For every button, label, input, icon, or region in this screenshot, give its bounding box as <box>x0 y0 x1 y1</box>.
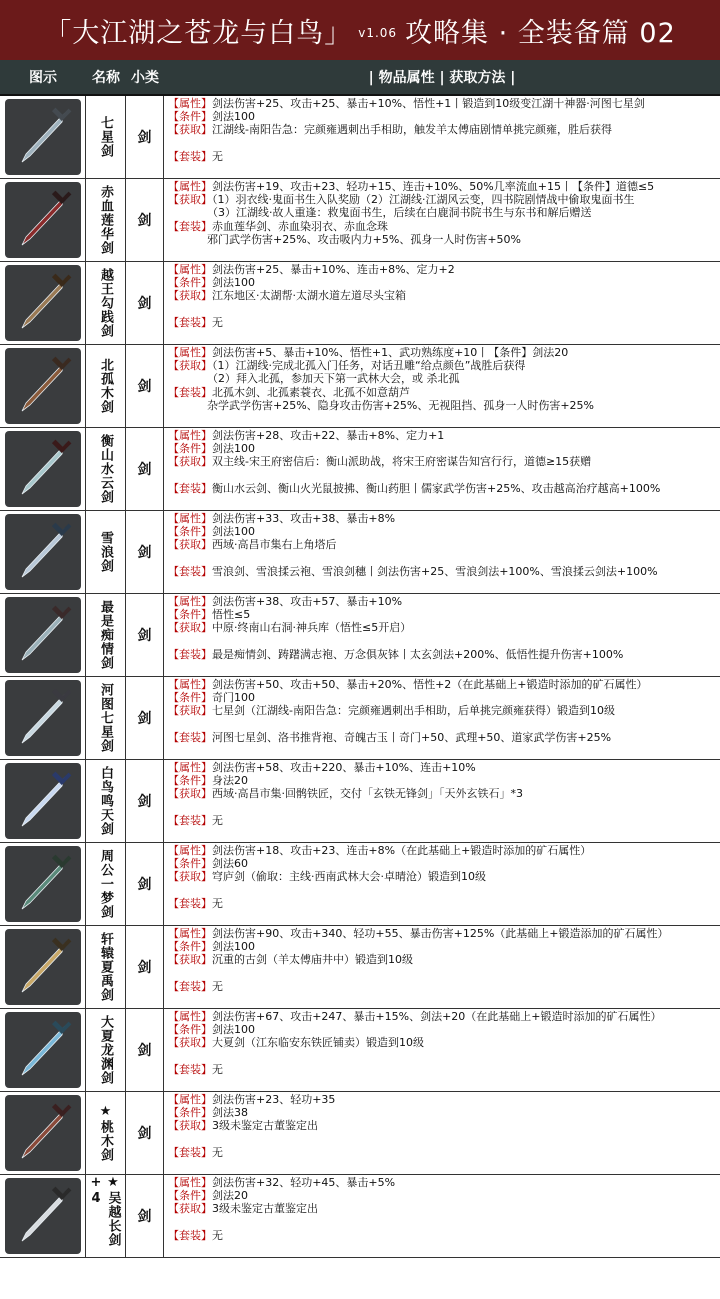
item-image-cell <box>0 262 86 344</box>
attribute-tag: 【属性】 <box>168 595 212 608</box>
attribute-text: 剑法伤害+19、攻击+23、轻功+15、连击+10%、50%几率流血+15丨【条件】道德≤5 <box>212 180 655 193</box>
attribute-tag: 【套装】 <box>168 647 212 661</box>
attribute-tag: 【条件】 <box>168 940 212 954</box>
attribute-line <box>168 1146 716 1159</box>
table-row <box>0 262 720 345</box>
attribute-tag: 【获取】 <box>168 289 212 303</box>
attribute-line <box>168 429 716 442</box>
item-image-cell <box>0 511 86 593</box>
attribute-tag: 【条件】 <box>168 1023 212 1037</box>
attribute-tag: 【获取】 <box>168 704 212 718</box>
attribute-line <box>168 1093 716 1106</box>
attribute-line <box>168 110 716 123</box>
item-type: 剑 <box>126 511 164 593</box>
attribute-tag: 【获取】 <box>168 455 212 469</box>
attribute-tag: 【获取】 <box>168 359 212 373</box>
attribute-line <box>168 897 716 910</box>
attribute-tag: 【获取】 <box>168 123 212 137</box>
attribute-tag: 【条件】 <box>168 276 212 290</box>
attribute-text: 剑法伤害+50、攻击+50、暴击+20%、悟性+2（在此基础上+锻造时添加的矿石属性） <box>212 678 648 691</box>
item-type: 剑 <box>126 428 164 510</box>
attribute-text: 剑法伤害+58、攻击+220、暴击+10%、连击+10% <box>212 761 476 774</box>
attribute-text: 剑法伤害+25、攻击+25、暴击+10%、悟性+1丨锻造到10级变江湖十神器·河图七星剑 <box>212 97 645 110</box>
item-type: 剑 <box>126 926 164 1008</box>
item-name: 七星剑 <box>86 96 126 178</box>
attribute-tag: 【条件】 <box>168 525 212 539</box>
attribute-text: 雪浪剑、雪浪揉云袍、雪浪剑穗丨剑法伤害+25、雪浪剑法+100%、雪浪揉云剑法+100% <box>212 564 658 578</box>
item-attributes <box>164 428 720 510</box>
attribute-line <box>168 180 716 193</box>
attribute-tag: 【套装】 <box>168 1145 212 1159</box>
attribute-line <box>168 1176 716 1189</box>
item-name: 赤血莲华剑 <box>86 179 126 261</box>
item-image-cell <box>0 179 86 261</box>
attribute-text: 无 <box>212 979 223 993</box>
table-row <box>0 926 720 1009</box>
attribute-tag: 【属性】 <box>168 678 212 691</box>
item-type: 剑 <box>126 1175 164 1257</box>
attribute-tag: 【获取】 <box>168 953 212 967</box>
item-name: 最是痴情剑 <box>86 594 126 676</box>
blank-line <box>168 718 716 731</box>
attribute-tag: 【属性】 <box>168 1093 212 1106</box>
table-row <box>0 760 720 843</box>
attribute-text: 剑法伤害+25、暴击+10%、连击+8%、定力+2 <box>212 263 455 276</box>
attribute-text: 最是痴情剑、踌躇满志袍、万念俱灰钵丨太玄剑法+200%、低悟性提升伤害+100% <box>212 647 624 661</box>
item-image-cell <box>0 96 86 178</box>
item-type: 剑 <box>126 594 164 676</box>
item-name: ★桃木剑 <box>86 1092 126 1174</box>
item-attributes <box>164 262 720 344</box>
blank-line <box>168 1133 716 1146</box>
attribute-line <box>168 565 716 578</box>
attribute-text: 沉重的古剑（羊太傅庙井中）锻造到10级 <box>212 953 413 967</box>
attribute-line <box>168 787 716 800</box>
attribute-text: 剑法60 <box>212 857 248 871</box>
attribute-tag: 【获取】 <box>168 621 212 635</box>
attribute-line <box>168 731 716 744</box>
item-attributes <box>164 345 720 427</box>
attribute-text: 江湖线-南阳告急：完颜雍遇刺出手相助，触发羊太傅庙剧情单挑完颜雍，胜后获得 <box>212 123 612 137</box>
item-image-cell <box>0 843 86 925</box>
sword-icon <box>5 265 81 341</box>
attribute-line <box>168 595 716 608</box>
attribute-line <box>168 857 716 870</box>
attribute-text: 3级未鉴定古董鉴定出 <box>212 1119 318 1133</box>
item-attributes <box>164 594 720 676</box>
attribute-tag: 【套装】 <box>168 564 212 578</box>
item-image-cell <box>0 926 86 1008</box>
item-name: 大夏龙渊剑 <box>86 1009 126 1091</box>
item-image-cell <box>0 345 86 427</box>
attribute-text: 江东地区·太湖帮·太湖水道左道尽头宝箱 <box>212 289 406 303</box>
attribute-text: 双主线-宋王府密信后：衡山派助战，将宋王府密谋告知宫行行，道德≥15获赠 <box>212 455 592 469</box>
attribute-text: 无 <box>212 1228 223 1242</box>
attribute-text: 大夏剑（江东临安东铁匠铺卖）锻造到10级 <box>212 1036 424 1050</box>
attribute-line <box>168 512 716 525</box>
attribute-line <box>168 1063 716 1076</box>
item-image-cell <box>0 1175 86 1257</box>
attribute-tag: 【属性】 <box>168 429 212 442</box>
table-row <box>0 1092 720 1175</box>
attribute-tag: 【套装】 <box>168 149 212 163</box>
attribute-text: 剑法伤害+38、攻击+57、暴击+10% <box>212 595 403 608</box>
attribute-tag: 【获取】 <box>168 870 212 884</box>
attribute-tag: 【条件】 <box>168 691 212 705</box>
item-image-cell <box>0 677 86 759</box>
attribute-line <box>168 1010 716 1023</box>
attribute-tag: 【属性】 <box>168 263 212 276</box>
attribute-tag: 【条件】 <box>168 608 212 622</box>
item-attributes <box>164 179 720 261</box>
table-row <box>0 345 720 428</box>
attribute-line <box>168 870 716 883</box>
attribute-line <box>168 289 716 302</box>
attribute-text: 无 <box>212 1062 223 1076</box>
attribute-text: 剑法100 <box>212 276 255 290</box>
item-type: 剑 <box>126 179 164 261</box>
version-label: v1.06 <box>358 26 398 40</box>
blank-line <box>168 1216 716 1229</box>
item-name: ★吴越长剑+4 <box>86 1175 126 1257</box>
attribute-tag: 【获取】 <box>168 1202 212 1216</box>
item-name: 衡山水云剑 <box>86 428 126 510</box>
attribute-tag: 【获取】 <box>168 787 212 801</box>
attribute-line <box>168 621 716 634</box>
table-row <box>0 96 720 179</box>
attribute-line <box>168 691 716 704</box>
item-type: 剑 <box>126 262 164 344</box>
table-row <box>0 428 720 511</box>
attribute-line <box>168 980 716 993</box>
attribute-text: 无 <box>212 1145 223 1159</box>
attribute-line <box>168 1106 716 1119</box>
attribute-text: 剑法伤害+32、轻功+45、暴击+5% <box>212 1176 396 1189</box>
attribute-line <box>168 206 716 219</box>
item-type: 剑 <box>126 760 164 842</box>
attribute-line <box>168 123 716 136</box>
attribute-line <box>168 233 716 246</box>
attribute-text: 奇门100 <box>212 691 255 705</box>
attribute-tag: 【属性】 <box>168 346 212 359</box>
attribute-line <box>168 346 716 359</box>
header-attributes: | 物品属性 | 获取方法 | <box>368 70 516 86</box>
sword-icon <box>5 597 81 673</box>
table-row <box>0 1009 720 1092</box>
blank-line <box>168 552 716 565</box>
attribute-line <box>168 953 716 966</box>
attribute-tag: 【套装】 <box>168 385 212 399</box>
attribute-tag: 【条件】 <box>168 774 212 788</box>
attribute-line <box>168 220 716 233</box>
attribute-tag: 【属性】 <box>168 761 212 774</box>
table-row <box>0 594 720 677</box>
attribute-line <box>168 1229 716 1242</box>
sword-icon <box>5 763 81 839</box>
attribute-line <box>168 399 716 412</box>
attribute-line <box>168 678 716 691</box>
attribute-text: 剑法伤害+28、攻击+22、暴击+8%、定力+1 <box>212 429 445 442</box>
attribute-tag: 【条件】 <box>168 1106 212 1120</box>
attribute-text: 悟性≤5 <box>212 608 251 622</box>
attribute-text: 剑法38 <box>212 1106 248 1120</box>
blank-line <box>168 967 716 980</box>
attribute-line <box>168 316 716 329</box>
item-type: 剑 <box>126 677 164 759</box>
item-image-cell <box>0 1009 86 1091</box>
attribute-tag: 【套装】 <box>168 730 212 744</box>
sword-icon <box>5 846 81 922</box>
attribute-tag: 【属性】 <box>168 97 212 110</box>
sword-icon <box>5 680 81 756</box>
attribute-line <box>168 150 716 163</box>
item-name: 雪浪剑 <box>86 511 126 593</box>
item-name: 轩辕夏禹剑 <box>86 926 126 1008</box>
sword-icon <box>5 1012 81 1088</box>
item-attributes <box>164 1175 720 1257</box>
header-image: 图示 <box>29 70 57 86</box>
table-row <box>0 1175 720 1258</box>
item-name: 周公一梦剑 <box>86 843 126 925</box>
attribute-text: （2）拜入北孤，参加天下第一武林大会，或 杀北孤 <box>207 372 460 386</box>
attribute-text: 剑法伤害+67、攻击+247、暴击+15%、剑法+20（在此基础上+锻造时添加的矿石属性） <box>212 1010 662 1023</box>
item-attributes <box>164 96 720 178</box>
attribute-text: （3）江湖线·故人重逢：救鬼面书生，后续在白鹿洞书院书生与东书和解后赠送 <box>207 206 592 220</box>
item-type: 剑 <box>126 843 164 925</box>
attribute-tag: 【属性】 <box>168 927 212 940</box>
attribute-text: 剑法100 <box>212 110 255 124</box>
sword-icon <box>5 348 81 424</box>
sword-icon <box>5 1095 81 1171</box>
attribute-tag: 【套装】 <box>168 315 212 329</box>
item-attributes <box>164 1092 720 1174</box>
attribute-line <box>168 774 716 787</box>
attribute-text: 无 <box>212 813 223 827</box>
attribute-tag: 【套装】 <box>168 481 212 495</box>
item-name: 北孤木剑 <box>86 345 126 427</box>
attribute-text: 剑法100 <box>212 1023 255 1037</box>
attribute-line <box>168 538 716 551</box>
header-type: 小类 <box>131 70 159 86</box>
item-name: 河图七星剑 <box>86 677 126 759</box>
attribute-line <box>168 1202 716 1215</box>
attribute-line <box>168 927 716 940</box>
attribute-line <box>168 482 716 495</box>
attribute-line <box>168 276 716 289</box>
attribute-line <box>168 372 716 385</box>
attribute-text: 七星剑（江湖线-南阳告急：完颜雍遇刺出手相助，后单挑完颜雍获得）锻造到10级 <box>212 704 615 718</box>
attribute-line <box>168 1119 716 1132</box>
attribute-tag: 【套装】 <box>168 896 212 910</box>
attribute-text: 剑法100 <box>212 525 255 539</box>
attribute-line <box>168 193 716 206</box>
attribute-line <box>168 648 716 661</box>
attribute-line <box>168 97 716 110</box>
attribute-text: 穹庐剑（偷取：主线·西南武林大会·卓晴沧）锻造到10级 <box>212 870 486 884</box>
attribute-text: 无 <box>212 315 223 329</box>
attribute-text: 邪门武学伤害+25%、攻击吸内力+5%、孤身一人时伤害+50% <box>207 232 521 246</box>
attribute-line <box>168 814 716 827</box>
attribute-text: 无 <box>212 149 223 163</box>
item-attributes <box>164 843 720 925</box>
item-attributes <box>164 760 720 842</box>
attribute-tag: 【条件】 <box>168 110 212 124</box>
attribute-text: 河图七星剑、洛书推背袍、奇魄古玉丨奇门+50、武理+50、道家武学伤害+25% <box>212 730 612 744</box>
attribute-text: （1）江湖线·完成北孤入门任务，对话丑雕“给点颜色”战胜后获得 <box>212 359 526 373</box>
attribute-line <box>168 940 716 953</box>
attribute-line <box>168 1023 716 1036</box>
table-row <box>0 511 720 594</box>
attribute-line <box>168 359 716 372</box>
attribute-text: 剑法伤害+33、攻击+38、暴击+8% <box>212 512 396 525</box>
equipment-table <box>0 96 720 1258</box>
attribute-text: 杂学武学伤害+25%、隐身攻击伤害+25%、无视阻挡、孤身一人时伤害+25% <box>207 398 594 412</box>
attribute-tag: 【获取】 <box>168 1036 212 1050</box>
attribute-line <box>168 761 716 774</box>
item-name: 越王勾践剑 <box>86 262 126 344</box>
attribute-tag: 【条件】 <box>168 442 212 456</box>
attribute-tag: 【条件】 <box>168 1189 212 1203</box>
blank-line <box>168 635 716 648</box>
item-attributes <box>164 511 720 593</box>
table-row <box>0 677 720 760</box>
sword-icon <box>5 929 81 1005</box>
item-image-cell <box>0 1092 86 1174</box>
attribute-tag: 【套装】 <box>168 219 212 233</box>
attribute-line <box>168 1189 716 1202</box>
attribute-text: 衡山水云剑、衡山火光鼠披拂、衡山药胆丨儒家武学伤害+25%、攻击越高治疗越高+100% <box>212 481 661 495</box>
item-image-cell <box>0 594 86 676</box>
sword-icon <box>5 182 81 258</box>
item-attributes <box>164 677 720 759</box>
attribute-line <box>168 1036 716 1049</box>
attribute-text: 身法20 <box>212 774 248 788</box>
attribute-tag: 【获取】 <box>168 1119 212 1133</box>
item-type: 剑 <box>126 1092 164 1174</box>
item-type: 剑 <box>126 345 164 427</box>
attribute-text: 中原·终南山右洞·神兵库（悟性≤5开启） <box>212 621 412 635</box>
attribute-tag: 【条件】 <box>168 857 212 871</box>
attribute-tag: 【获取】 <box>168 538 212 552</box>
blank-line <box>168 137 716 150</box>
attribute-text: 剑法100 <box>212 442 255 456</box>
attribute-line <box>168 525 716 538</box>
attribute-text: 剑法伤害+23、轻功+35 <box>212 1093 336 1106</box>
sword-icon <box>5 1178 81 1254</box>
attribute-line <box>168 608 716 621</box>
blank-line <box>168 884 716 897</box>
table-row <box>0 843 720 926</box>
table-header <box>0 60 720 96</box>
header-name: 名称 <box>92 70 120 86</box>
attribute-tag: 【属性】 <box>168 844 212 857</box>
item-image-cell <box>0 760 86 842</box>
title-banner <box>0 0 720 60</box>
blank-line <box>168 1050 716 1063</box>
attribute-text: 剑法伤害+18、攻击+23、连击+8%（在此基础上+锻造时添加的矿石属性） <box>212 844 592 857</box>
attribute-text: 赤血莲华剑、赤血染羽衣、赤血念珠 <box>212 219 388 233</box>
item-name: 白鸟鸣天剑 <box>86 760 126 842</box>
attribute-line <box>168 386 716 399</box>
title-right: 攻略集 · 全装备篇 02 <box>405 17 676 49</box>
attribute-tag: 【套装】 <box>168 979 212 993</box>
attribute-text: 剑法伤害+90、攻击+340、轻功+55、暴击伤害+125%（此基础上+锻造添加的矿石属性） <box>212 927 669 940</box>
blank-line <box>168 303 716 316</box>
attribute-text: 剑法20 <box>212 1189 248 1203</box>
attribute-line <box>168 442 716 455</box>
item-attributes <box>164 926 720 1008</box>
item-attributes <box>164 1009 720 1091</box>
sword-icon <box>5 99 81 175</box>
blank-line <box>168 469 716 482</box>
attribute-text: 北孤木剑、北孤素蓑衣、北孤不如意葫芦 <box>212 385 410 399</box>
attribute-tag: 【属性】 <box>168 512 212 525</box>
attribute-line <box>168 704 716 717</box>
attribute-tag: 【套装】 <box>168 1062 212 1076</box>
attribute-text: 无 <box>212 896 223 910</box>
attribute-tag: 【套装】 <box>168 813 212 827</box>
item-type: 剑 <box>126 96 164 178</box>
attribute-tag: 【属性】 <box>168 1176 212 1189</box>
attribute-line <box>168 844 716 857</box>
attribute-tag: 【获取】 <box>168 193 212 207</box>
attribute-tag: 【属性】 <box>168 1010 212 1023</box>
table-row <box>0 179 720 262</box>
attribute-text: 西域·高昌市集·回鹘铁匠，交付「玄铁无锋剑」「天外玄铁石」*3 <box>212 787 523 801</box>
attribute-text: 西域·高昌市集右上角塔后 <box>212 538 337 552</box>
sword-icon <box>5 431 81 507</box>
attribute-line <box>168 455 716 468</box>
item-type: 剑 <box>126 1009 164 1091</box>
blank-line <box>168 801 716 814</box>
attribute-line <box>168 263 716 276</box>
attribute-text: 3级未鉴定古董鉴定出 <box>212 1202 318 1216</box>
attribute-text: 剑法伤害+5、暴击+10%、悟性+1、武功熟练度+10丨【条件】剑法20 <box>212 346 569 359</box>
attribute-text: 剑法100 <box>212 940 255 954</box>
item-image-cell <box>0 428 86 510</box>
title-left: 「大江湖之苍龙与白鸟」 <box>44 17 353 49</box>
attribute-text: （1）羽衣线·鬼面书生入队奖励（2）江湖线·江湖风云变，四书院剧情战中偷取鬼面书生 <box>212 193 635 207</box>
attribute-tag: 【套装】 <box>168 1228 212 1242</box>
attribute-tag: 【属性】 <box>168 180 212 193</box>
sword-icon <box>5 514 81 590</box>
